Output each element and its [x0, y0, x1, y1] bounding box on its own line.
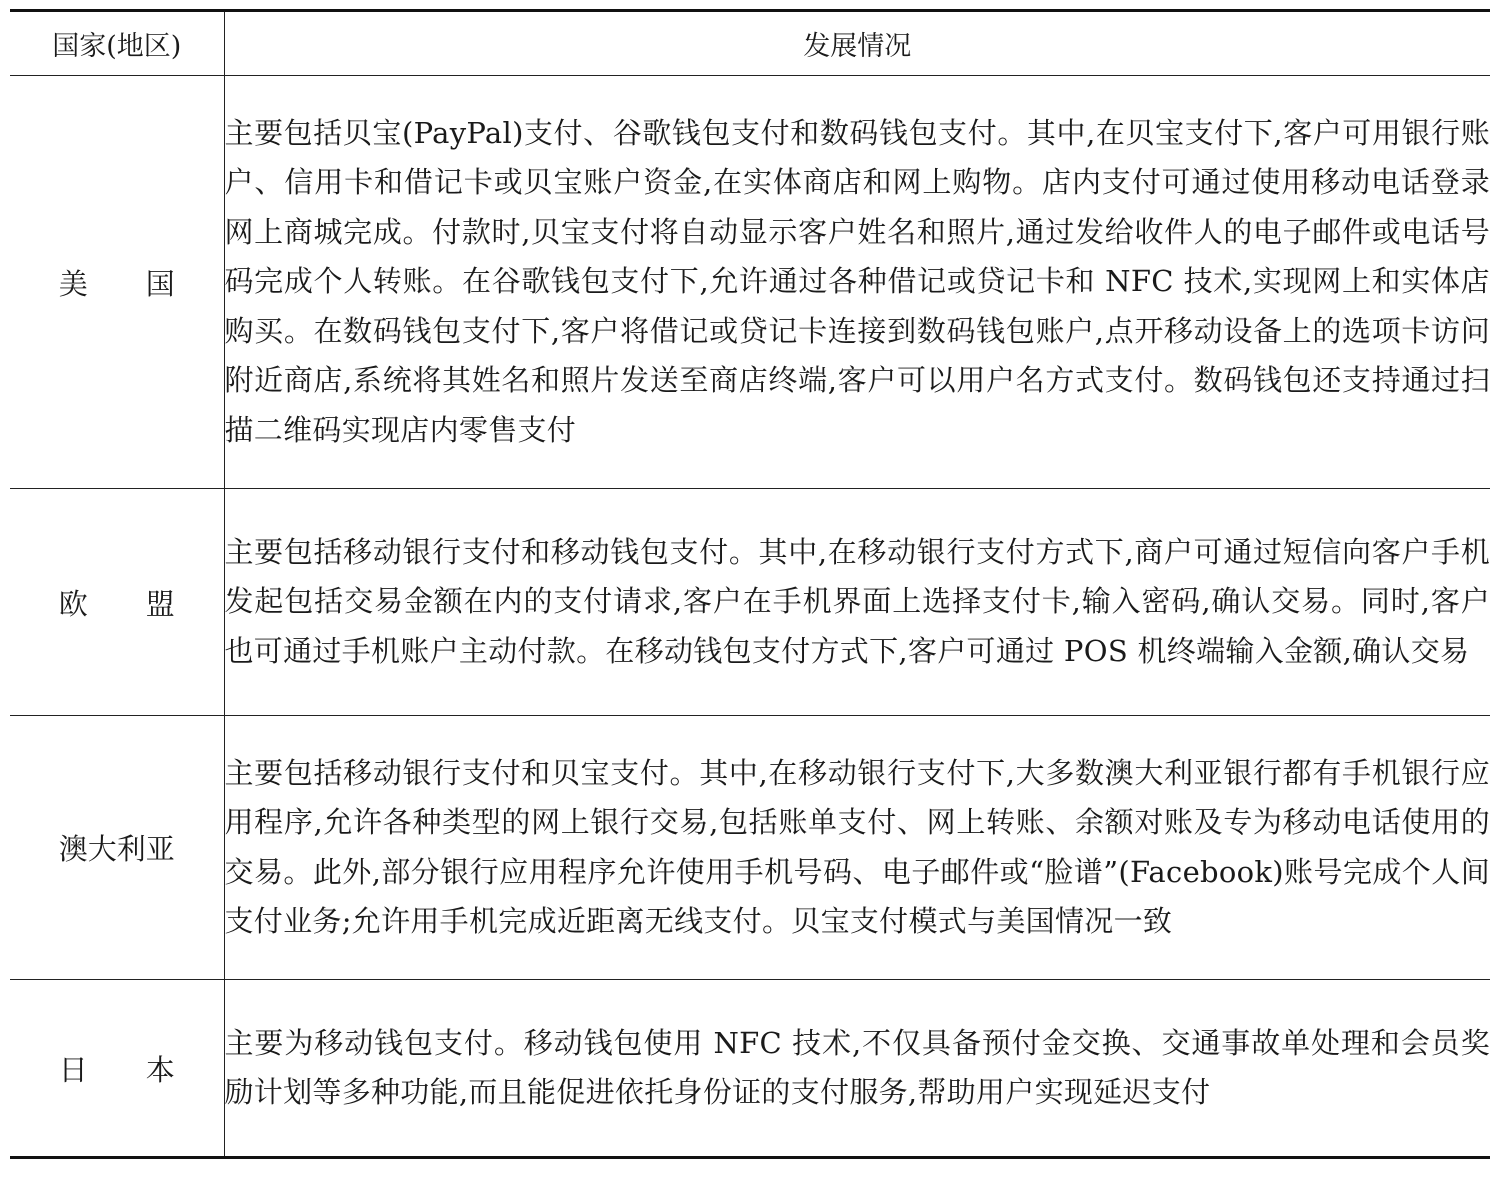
development-cell: 主要包括移动银行支付和贝宝支付。其中,在移动银行支付下,大多数澳大利亚银行都有手机银行应用程序,允许各种类型的网上银行交易,包括账单支付、网上转账、余额对账及专为移动电话使用的交易。此外,部分银行应用程序允许使用手机号码、电子邮件或“脸谱”(Facebook)账号完成个人间支付业务;允许用手机完成近距离无线支付。贝宝支付模式与美国情况一致 [224, 716, 1490, 980]
header-region: 国家(地区) [10, 11, 224, 76]
development-cell: 主要包括移动银行支付和移动钱包支付。其中,在移动银行支付方式下,商户可通过短信向客户手机发起包括交易金额在内的支付请求,客户在手机界面上选择支付卡,输入密码,确认交易。同时,客户也可通过手机账户主动付款。在移动钱包支付方式下,客户可通过 POS 机终端输入金额,确认交易 [224, 489, 1490, 716]
region-cell [10, 76, 224, 489]
region-cell [10, 489, 224, 716]
region-label: 美 国 [58, 266, 175, 301]
region-label: 澳大利亚 [58, 832, 175, 866]
region-label: 欧 盟 [58, 586, 175, 621]
header-development: 发展情况 [224, 11, 1490, 76]
table-row [10, 76, 1490, 489]
table-row [10, 489, 1490, 716]
table-row [10, 980, 1490, 1158]
table-header-row [10, 11, 1490, 76]
table-row [10, 716, 1490, 980]
development-cell: 主要包括贝宝(PayPal)支付、谷歌钱包支付和数码钱包支付。其中,在贝宝支付下,客户可用银行账户、信用卡和借记卡或贝宝账户资金,在实体商店和网上购物。店内支付可通过使用移动电话登录网上商城完成。付款时,贝宝支付将自动显示客户姓名和照片,通过发给收件人的电子邮件或电话号码完成个人转账。在谷歌钱包支付下,允许通过各种借记或贷记卡和 NFC 技术,实现网上和实体店购买。在数码钱包支付下,客户将借记或贷记卡连接到数码钱包账户,点开移动设备上的选项卡访问附近商店,系统将其姓名和照片发送至商店终端,客户可以用户名方式支付。数码钱包还支持通过扫描二维码实现店内零售支付 [224, 76, 1490, 489]
region-cell [10, 980, 224, 1158]
region-cell [10, 716, 224, 980]
region-label: 日 本 [58, 1052, 175, 1087]
development-cell: 主要为移动钱包支付。移动钱包使用 NFC 技术,不仅具备预付金交换、交通事故单处理和会员奖励计划等多种功能,而且能促进依托身份证的支付服务,帮助用户实现延迟支付 [224, 980, 1490, 1158]
mobile-payment-table [10, 9, 1490, 1159]
